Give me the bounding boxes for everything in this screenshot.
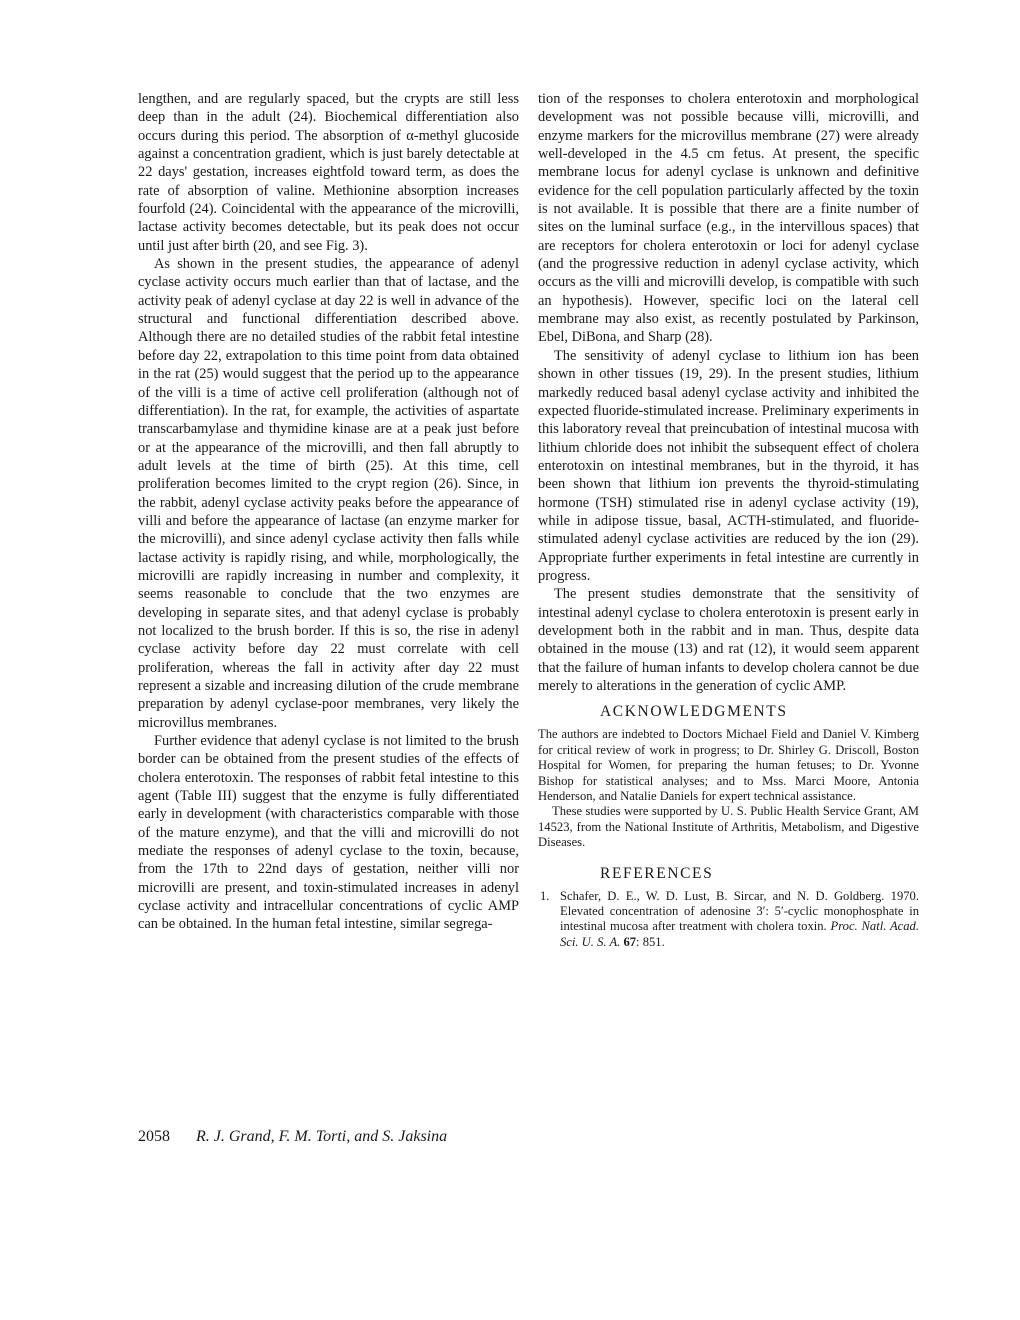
references-heading: REFERENCES xyxy=(600,864,714,882)
reference-list xyxy=(538,889,919,951)
right-column xyxy=(538,90,919,950)
reference-item xyxy=(538,889,919,951)
body-paragraph: The present studies demonstrate that the sensitivity of intestinal adenyl cyclase to cholera enterotoxin is present early in development both in the rabbit and in man. Thus, despite data obtained in the mouse (13) and rat (12), it would seem apparent that the failure of human infants to develop cholera cannot be due merely to alterations in the generation of cyclic AMP. xyxy=(538,586,919,694)
reference-volume: 67 xyxy=(623,934,637,949)
reference-pages: : 851. xyxy=(636,934,665,949)
reference-number: 1. xyxy=(540,888,550,903)
reference-journal: Proc. Natl. Acad. Sci. U. S. A. xyxy=(560,919,919,949)
body-paragraph: Further evidence that adenyl cyclase is not limited to the brush border can be obtained from the present studies of the effects of cholera enterotoxin. The responses of rabbit fetal intestine to this agent (Table III) suggest that the enzyme is fully differentiated early in development (with characteristics comparable with those of the mature enzyme), and that the villi and microvilli do not mediate the responses of adenyl cyclase to the toxin, because, from the 17th to 22nd days of gestation, neither villi nor microvilli are present, and toxin-stimulated increases in adenyl cyclase activity and intracellular concentrations of cyclic AMP can be obtained. In the human fetal intestine, similar segrega- xyxy=(138,733,519,933)
body-paragraph: As shown in the present studies, the appearance of adenyl cyclase activity occurs much earlier than that of lactase, and the activity peak of adenyl cyclase at day 22 is well in advance of the structural and functional differentiation described above. Although there are no detailed studies of the rabbit fetal intestine before day 22, extrapolation to this time point from data obtained in the rat (25) would suggest that the period up to the appearance of the villi is a time of active cell proliferation (although not of differentiation). In the rat, for example, the activities of aspartate transcarbamylase and thymidine kinase are at a peak just before or at the appearance of the microvilli, and then fall abruptly to adult levels at the time of birth (25). At this time, cell proliferation becomes limited to the crypt region (26). Since, in the rabbit, adenyl cyclase activity peaks before the appearance of villi and before the appearance of lactase (an enzyme marker for the microvilli), and since adenyl cyclase activity then falls while lactase activity is rapidly rising, and while, morphologically, the microvilli are rapidly increasing in number and complexity, it seems reasonable to conclude that the two enzymes are developing in separate sites, and that adenyl cyclase is probably not localized to the brush border. If this is so, the rise in adenyl cyclase activity before day 22 must correlate with cell proliferation, whereas the fall in activity after day 22 must represent a sizable and increasing dilution of the crude membrane preparation by adenyl cyclase-poor membranes, very likely the microvillus membranes. xyxy=(138,256,519,731)
acknowledgments-heading: ACKNOWLEDGMENTS xyxy=(600,703,788,721)
running-authors: R. J. Grand, F. M. Torti, and S. Jaksina xyxy=(196,1128,448,1145)
acknowledgments-paragraph: The authors are indebted to Doctors Michael Field and Daniel V. Kimberg for critical review of work in progress; to Dr. Shirley G. Driscoll, Boston Hospital for Women, for preparing the human fetuses; to Dr. Yvonne Bishop for statistical analyses; and to Mss. Marci Moore, Antonia Henderson, and Natalie Daniels for expert technical assistance. xyxy=(538,727,919,803)
body-paragraph: tion of the responses to cholera enterotoxin and morphological development was not possible because villi, microvilli, and enzyme markers for the microvillus membrane (27) were already well-developed in the 4.5 cm fetus. At present, the specific membrane locus for adenyl cyclase is unknown and definitive evidence for the cell population particularly affected by the toxin is not available. It is possible that there are a finite number of sites on the luminal surface (e.g., in the intervillous spaces) that are receptors for cholera enterotoxin or loci for adenyl cyclase (and the progressive reduction in adenyl cyclase activity, which occurs as the villi and microvilli develop, is compatible with such an hypothesis). However, specific loci on the lateral cell membrane may also exist, as recently postulated by Parkinson, Ebel, DiBona, and Sharp (28). xyxy=(538,91,919,346)
left-column xyxy=(138,90,519,934)
reference-text: Schafer, D. E., W. D. Lust, B. Sircar, and N. D. Goldberg. 1970. Elevated concentration of adenosine 3′: 5′-cyclic monophosphate in intestinal mucosa after treatment with cholera toxin. xyxy=(560,888,919,934)
body-paragraph: The sensitivity of adenyl cyclase to lithium ion has been shown in other tissues (19, 29). In the present studies, lithium markedly reduced basal adenyl cyclase activity and inhibited the expected fluoride-stimulated increase. Preliminary experiments in this laboratory reveal that preincubation of intestinal mucosa with lithium chloride does not inhibit the subsequent effect of cholera enterotoxin on intestinal membranes, but in the thyroid, it has been shown that lithium ion prevents the thyroid-stimulating hormone (TSH) stimulated rise in adenyl cyclase activity (19), while in adipose tissue, basal, ACTH-stimulated, and fluoride-stimulated adenyl cyclase activities are reduced by the ion (29). Appropriate further experiments in fetal intestine are currently in progress. xyxy=(538,347,919,584)
page-number: 2058 xyxy=(138,1128,170,1145)
funding-paragraph: These studies were supported by U. S. Public Health Service Grant, AM 14523, from the National Institute of Arthritis, Metabolism, and Digestive Diseases. xyxy=(538,804,919,850)
body-paragraph: lengthen, and are regularly spaced, but the crypts are still less deep than in the adult (24). Biochemical differentiation also occurs during this period. The absorption of α-methyl glucoside against a concentration gradient, which is just barely detectable at 22 days' gestation, increases eightfold toward term, as does the rate of absorption of valine. Methionine absorption increases fourfold (24). Coincidental with the appearance of the microvilli, lactase activity becomes detectable, but its peak does not occur until just after birth (20, and see Fig. 3). xyxy=(138,91,519,254)
page-footer xyxy=(138,1128,447,1146)
